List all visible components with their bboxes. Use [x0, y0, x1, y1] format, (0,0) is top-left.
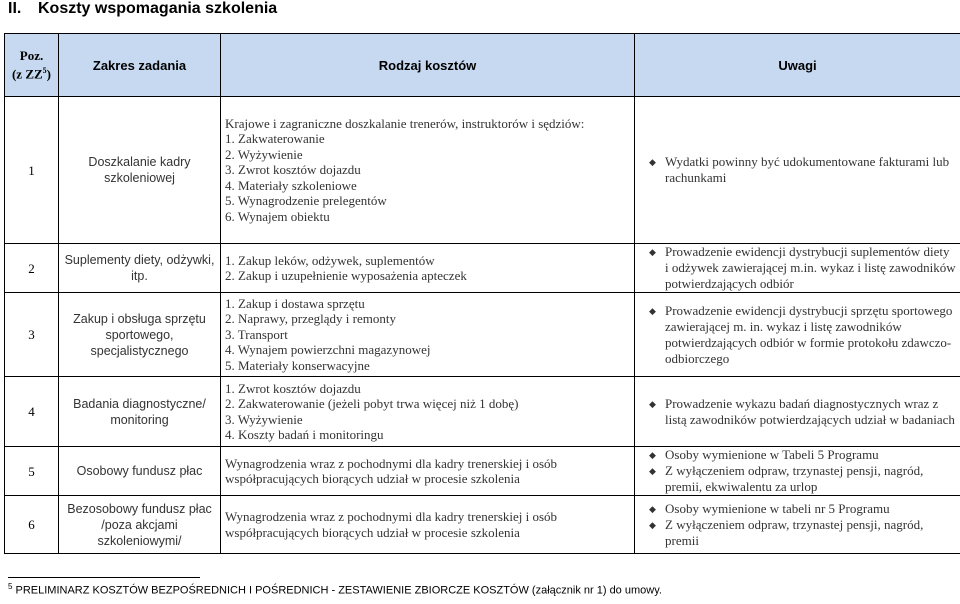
- header-poz-line2: (z ZZ: [11, 66, 43, 82]
- row-number: 5: [5, 447, 59, 496]
- header-notes: Uwagi: [635, 34, 960, 97]
- row-number: 2: [5, 244, 59, 293]
- header-poz-line1: Poz.: [19, 48, 44, 64]
- row-notes: [635, 377, 960, 447]
- row-notes: [635, 293, 960, 377]
- note-text: Prowadzenie ewidencji dystrybucji sprzętu sportowego zawierającej m. in. wykaz i listę zawodników potwierdzających odbiór w formie protokołu zdawczo-odbiorczego: [665, 302, 953, 366]
- cost-line: 6. Wynajem obiektu: [225, 208, 330, 224]
- row-number: 1: [5, 97, 59, 244]
- note-item: [639, 501, 956, 517]
- note-text: Wydatki powinny być udokumentowane fakturami lub rachunkami: [665, 154, 950, 185]
- header-poz: [5, 34, 59, 97]
- table-header-row: [5, 34, 960, 97]
- row-scope: Osobowy fundusz płac: [59, 447, 221, 496]
- cost-line: 5. Materiały konserwacyjne: [225, 357, 370, 373]
- row-notes: [635, 447, 960, 496]
- row-cost: [221, 293, 635, 377]
- cost-line: 1. Zakup leków, odżywek, suplementów: [225, 252, 435, 268]
- row-number: 4: [5, 377, 59, 447]
- cost-line: 1. Zwrot kosztów dojazdu: [225, 380, 361, 396]
- cost-line: 4. Materiały szkoleniowe: [225, 177, 357, 193]
- note-item: [639, 396, 956, 428]
- row-cost: Wynagrodzenia wraz z pochodnymi dla kadry trenerskiej i osób współpracujących biorących udział w procesie szkolenia: [221, 496, 635, 554]
- footnote: [8, 582, 662, 597]
- note-item: [639, 447, 956, 463]
- note-text: Z wyłączeniem odpraw, trzynastej pensji, nagród, premii: [665, 516, 924, 548]
- row-cost: [221, 97, 635, 244]
- cost-line: 3. Zwrot kosztów dojazdu: [225, 162, 361, 178]
- section-number: II.: [8, 0, 22, 17]
- header-scope: Zakres zadania: [59, 34, 221, 97]
- section-heading: [8, 0, 277, 18]
- footnote-separator: [8, 577, 200, 578]
- bullet-icon: ◆: [649, 157, 656, 167]
- table-row: [5, 377, 960, 447]
- cost-line: 1. Zakwaterowanie: [225, 131, 325, 147]
- note-text: Osoby wymienione w Tabeli 5 Programu: [665, 447, 879, 462]
- row-scope: Doszkalanie kadry szkoleniowej: [59, 97, 221, 244]
- bullet-icon: ◆: [649, 305, 656, 316]
- note-text: Prowadzenie ewidencji dystrybucji suplementów diety i odżywek zawierającej m.in. wykaz i listę zawodników potwierdzających odbiór: [665, 244, 956, 291]
- row-cost: Wynagrodzenia wraz z pochodnymi dla kadry trenerskiej i osób współpracujących biorących udział w procesie szkolenia: [221, 447, 635, 496]
- cost-line: 5. Wynagrodzenie prelegentów: [225, 193, 387, 209]
- row-scope: Badania diagnostyczne/ monitoring: [59, 377, 221, 447]
- bullet-icon: ◆: [649, 450, 656, 460]
- row-notes: [635, 496, 960, 554]
- table-row: [5, 244, 960, 293]
- row-number: 6: [5, 496, 59, 554]
- row-cost: [221, 244, 635, 293]
- row-notes: [635, 244, 960, 293]
- costs-table: [4, 33, 960, 554]
- table-row: [5, 293, 960, 377]
- cost-line: 2. Zakwaterowanie (jeżeli pobyt trwa więcej niż 1 dobę): [225, 396, 519, 411]
- note-item: [639, 303, 956, 367]
- cost-line: 4. Wynajem powierzchni magazynowej: [225, 342, 431, 358]
- bullet-icon: ◆: [649, 519, 656, 530]
- row-notes: [635, 97, 960, 244]
- note-text: Osoby wymienione w tabeli nr 5 Programu: [665, 500, 890, 516]
- row-cost: [221, 377, 635, 447]
- cost-line: 1. Zakup i dostawa sprzętu: [225, 295, 365, 311]
- cost-line: 2. Zakup i uzupełnienie wyposażenia apteczek: [225, 268, 467, 283]
- note-text: Prowadzenie wykazu badań diagnostycznych wraz z listą zawodników potwierdzających udział w badaniach: [665, 395, 955, 427]
- row-scope: Suplementy diety, odżywki, itp.: [59, 244, 221, 293]
- row-scope: Bezosobowy fundusz płac /poza akcjami szkoleniowymi/: [59, 496, 221, 554]
- table-row: [5, 97, 960, 244]
- note-item: [639, 463, 956, 495]
- note-item: [639, 154, 956, 186]
- cost-line: 2. Wyżywienie: [225, 146, 303, 162]
- cost-line: 3. Wyżywienie: [225, 411, 303, 427]
- row-scope: Zakup i obsługa sprzętu sportowego, specjalistycznego: [59, 293, 221, 377]
- header-poz-close: ): [46, 66, 52, 82]
- footnote-marker: 5: [8, 582, 13, 591]
- header-cost: Rodzaj kosztów: [221, 34, 635, 97]
- row-number: 3: [5, 293, 59, 377]
- cost-line: 4. Koszty badań i monitoringu: [225, 427, 384, 442]
- note-text: Z wyłączeniem odpraw, trzynastej pensji, nagród, premii, ekwiwalentu za urlop: [665, 463, 924, 494]
- cost-line: Krajowe i zagraniczne doszkalanie trenerów, instruktorów i sędziów:: [225, 115, 585, 131]
- cost-line: 3. Transport: [225, 326, 288, 342]
- header-poz-sup: 5: [42, 66, 47, 76]
- bullet-icon: ◆: [649, 503, 656, 514]
- bullet-icon: ◆: [649, 466, 656, 476]
- bullet-icon: ◆: [649, 398, 656, 409]
- footnote-text: PRELIMINARZ KOSZTÓW BEZPOŚREDNICH I POŚREDNICH - ZESTAWIENIE ZBIORCZE KOSZTÓW (załącznik nr 1) do umowy.: [12, 584, 662, 597]
- section-title: Koszty wspomagania szkolenia: [38, 0, 278, 17]
- bullet-icon: ◆: [649, 247, 656, 257]
- note-item: [639, 517, 956, 549]
- table-row: [5, 447, 960, 496]
- cost-line: 2. Naprawy, przeglądy i remonty: [225, 311, 396, 327]
- note-item: [639, 244, 956, 292]
- table-row: [5, 496, 960, 554]
